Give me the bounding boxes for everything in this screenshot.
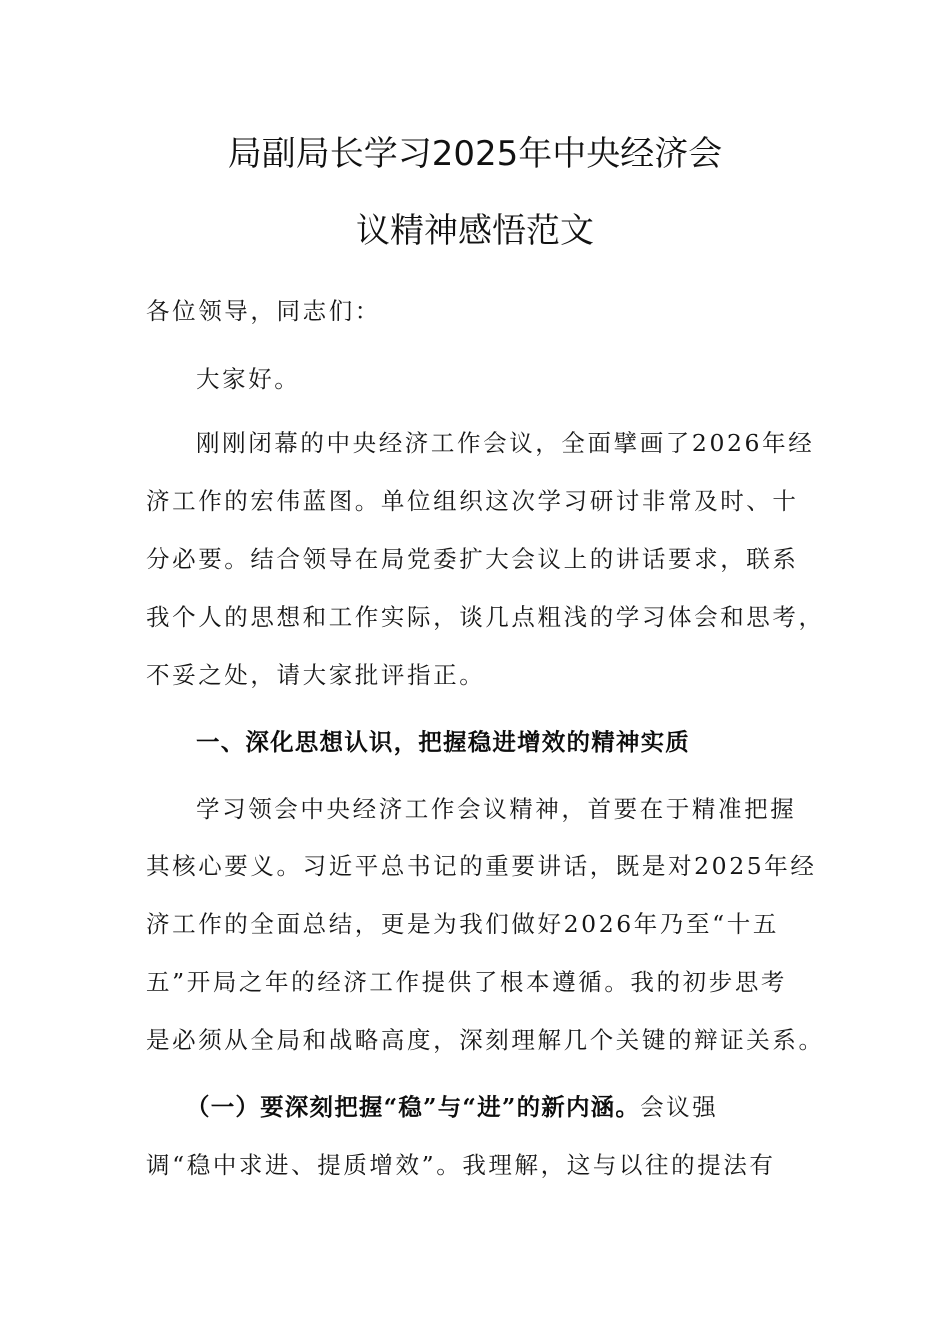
document-title-line-1: 局副局长学习2025年中央经济会 bbox=[227, 134, 723, 174]
document-title-line-2: 议精神感悟范文 bbox=[356, 211, 594, 251]
salutation: 各位领导，同志们： bbox=[146, 297, 381, 325]
paragraph-2-line-5: 是必须从全局和战略高度，深刻理解几个关键的辩证关系。 bbox=[146, 1026, 825, 1054]
section-heading-1: 一、深化思想认识，把握稳进增效的精神实质 bbox=[196, 728, 690, 756]
paragraph-2-line-2: 其核心要义。习近平总书记的重要讲话，既是对2025年经 bbox=[146, 852, 817, 880]
subsection-1-heading: （一）要深刻把握“稳”与“进”的新内涵。 bbox=[186, 1093, 641, 1121]
subsection-1-line-2: 调“稳中求进、提质增效”。我理解，这与以往的提法有 bbox=[146, 1151, 776, 1179]
paragraph-1-line-5: 不妥之处，请大家批评指正。 bbox=[146, 661, 486, 689]
paragraph-1-line-4: 我个人的思想和工作实际，谈几点粗浅的学习体会和思考， bbox=[146, 603, 825, 631]
paragraph-2-line-4: 五”开局之年的经济工作提供了根本遵循。我的初步思考 bbox=[146, 968, 788, 996]
paragraph-1-line-3: 分必要。结合领导在局党委扩大会议上的讲话要求，联系 bbox=[146, 545, 799, 573]
subsection-1-line-1 bbox=[186, 1092, 846, 1122]
paragraph-2-line-1: 学习领会中央经济工作会议精神，首要在于精准把握 bbox=[196, 795, 797, 823]
paragraph-2-line-3: 济工作的全面总结，更是为我们做好2026年乃至“十五 bbox=[146, 910, 779, 938]
paragraph-1-line-1: 刚刚闭幕的中央经济工作会议，全面擘画了2026年经 bbox=[196, 429, 815, 457]
subsection-1-text: 会议强 bbox=[640, 1093, 719, 1121]
greeting: 大家好。 bbox=[196, 365, 301, 393]
paragraph-1-line-2: 济工作的宏伟蓝图。单位组织这次学习研讨非常及时、十 bbox=[146, 487, 799, 515]
